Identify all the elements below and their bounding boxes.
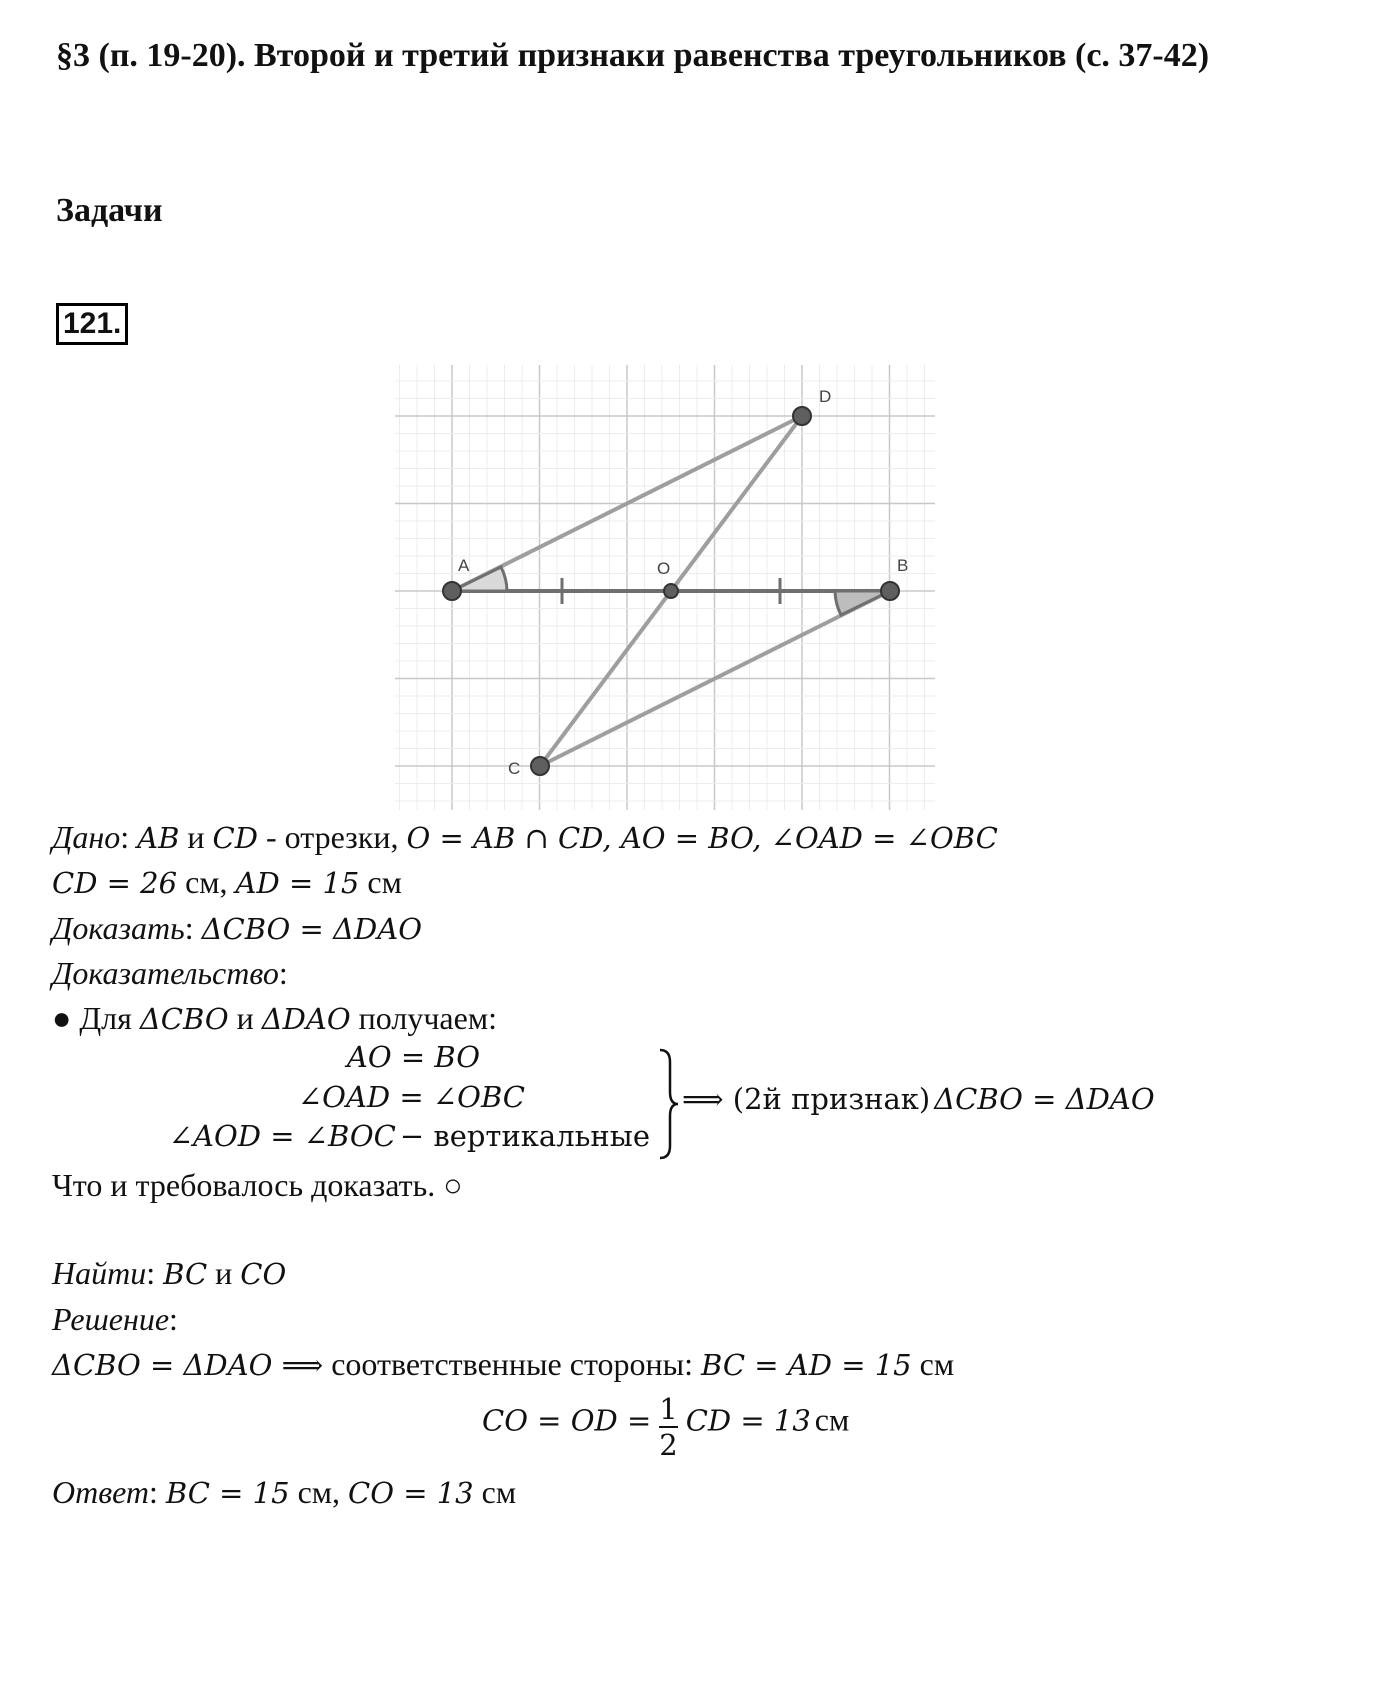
geometry-figure	[395, 365, 935, 810]
point-b	[881, 582, 899, 600]
solution-line-2: CO = OD = $\frac{1}{2}$ CD = 13 см	[482, 1392, 850, 1462]
qed-line: Что и требовалось доказать. ○	[52, 1167, 463, 1203]
find-line: Найти: BC и CO	[52, 1255, 287, 1291]
proof-system	[170, 1040, 670, 1165]
fraction-one-half: $\frac{1}{2}$	[659, 1392, 678, 1462]
label-a: A	[458, 556, 470, 575]
right-brace	[658, 1048, 680, 1160]
given-label: Дано	[52, 819, 121, 855]
answer-line: Ответ: BC = 15 см, CO = 13 см	[52, 1474, 517, 1510]
point-o	[664, 584, 678, 598]
eq-vertical: ∠AOD = ∠BOC − вертикальные	[168, 1119, 650, 1153]
solution-heading: Решение:	[52, 1301, 178, 1337]
solution-line-1: ΔCBO = ΔDAO ⟹ соответственные стороны: BC = AD = 15 см	[52, 1346, 955, 1382]
proof-bullet-line: ● Для ΔCBO и ΔDAO получаем:	[52, 1000, 497, 1036]
problem-number-box: 121.	[56, 303, 128, 345]
given-line-2: CD = 26 см, AD = 15 см	[52, 864, 402, 900]
proof-conclusion: ⟹ (2й признак) ΔCBO = ΔDAO	[682, 1082, 1155, 1116]
eq-angles: ∠OAD = ∠OBC	[297, 1080, 525, 1114]
answer-label: Ответ	[52, 1474, 149, 1510]
label-c: C	[508, 759, 521, 778]
proof-heading: Доказательство:	[52, 955, 288, 991]
page-title: §3 (п. 19-20). Второй и третий признаки равенства треугольников (с. 37-42)	[56, 37, 1210, 74]
point-d	[793, 407, 811, 425]
label-d: D	[819, 387, 832, 406]
point-a	[443, 582, 461, 600]
label-b: B	[897, 556, 909, 575]
eq-ao-bo: AO = BO	[346, 1040, 480, 1074]
point-c	[531, 757, 549, 775]
section-heading: Задачи	[56, 192, 163, 229]
label-o: O	[657, 559, 671, 578]
prove-line: Доказать: ΔCBO = ΔDAO	[52, 910, 422, 946]
find-label: Найти	[52, 1255, 147, 1291]
prove-label: Доказать	[52, 910, 185, 946]
given-line-1: Дано: AB и CD - отрезки, O = AB ∩ CD, AO = BO, ∠OAD = ∠OBC	[52, 819, 998, 855]
